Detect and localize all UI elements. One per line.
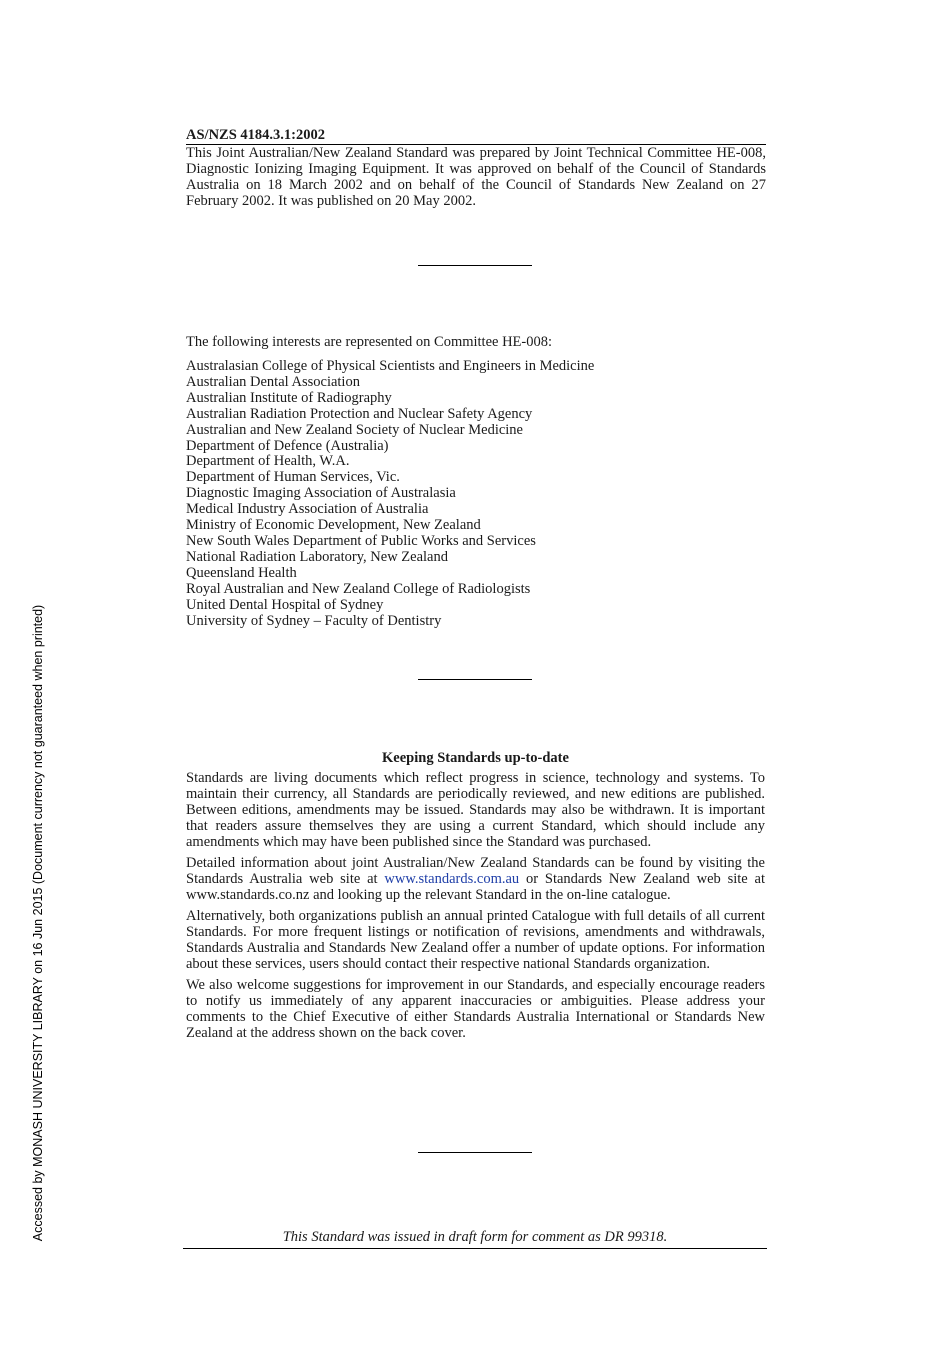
paragraph-catalogue: Alternatively, both organizations publish an annual printed Catalogue with full details of all current Standards. For more frequent listings or notification of revisions, amendments and withdrawals, Standards Australia and Standards New Zealand offer a number of update options. For information about these services, users should contact their respective national Standards organization. <box>186 908 765 972</box>
document-header <box>186 127 766 209</box>
paragraph-detailed-info <box>186 855 765 903</box>
section-heading: Keeping Standards up-to-date <box>382 750 569 766</box>
committee-member: Queensland Health <box>186 564 297 581</box>
committee-member: University of Sydney – Faculty of Dentistry <box>186 612 442 629</box>
paragraph-living-documents: Standards are living documents which reflect progress in science, technology and systems. To maintain their currency, all Standards are periodically reviewed, and new editions are published. Between editions, amendments may be issued. Standards may also be withdrawn. It is important that readers assure themselves they are using a current Standard, which should include any amendments which may have been published since the Standard was purchased. <box>186 770 765 850</box>
section-divider <box>418 679 532 680</box>
committee-member: Department of Defence (Australia) <box>186 437 389 454</box>
paragraph-text: or Standards New Zealand web site at www.standards.co.nz and looking up the relevant Standard in the on-line catalogue. <box>186 871 766 903</box>
committee-member: Australian Institute of Radiography <box>186 389 392 406</box>
keeping-standards-section <box>186 749 765 1046</box>
committee-member: New South Wales Department of Public Works and Services <box>186 532 536 549</box>
committee-member: Medical Industry Association of Australia <box>186 501 429 518</box>
committee-member: Australian Radiation Protection and Nuclear Safety Agency <box>186 405 533 422</box>
standards-australia-link[interactable]: www.standards.com.au <box>384 871 520 887</box>
committee-member: United Dental Hospital of Sydney <box>186 596 384 613</box>
section-divider <box>418 1152 532 1153</box>
committee-intro: The following interests are represented on Committee HE-008: <box>186 334 553 350</box>
preparation-statement: This Joint Australian/New Zealand Standard was prepared by Joint Technical Committee HE-008, Diagnostic Ionizing Imaging Equipment. It was approved on behalf of the Council of Standards Australia on 18 March 2002 and on behalf of the Council of Standards New Zealand on 27 February 2002. It was published on 20 May 2002. <box>186 145 766 209</box>
committee-member: Department of Human Services, Vic. <box>186 469 400 486</box>
paragraph-text: Detailed information about joint Australian/New Zealand Standards can be found by visiting the Standards Australia web site at <box>186 855 765 887</box>
standard-code: AS/NZS 4184.3.1:2002 <box>186 127 766 145</box>
committee-member: Royal Australian and New Zealand College of Radiologists <box>186 580 531 597</box>
committee-member: Department of Health, W.A. <box>186 453 350 470</box>
committee-member-list <box>186 359 766 629</box>
paragraph-suggestions: We also welcome suggestions for improvement in our Standards, and especially encourage readers to notify us immediately of any apparent inaccuracies or ambiguities. Please address your comments to the Chief Executive of either Standards Australia International or Standards New Zealand at the address shown on the back cover. <box>186 977 765 1041</box>
committee-section <box>186 333 766 629</box>
committee-member: Ministry of Economic Development, New Zealand <box>186 517 481 534</box>
committee-member: National Radiation Laboratory, New Zealand <box>186 548 448 565</box>
committee-member: Australian Dental Association <box>186 373 360 390</box>
committee-member: Australasian College of Physical Scientists and Engineers in Medicine <box>186 358 595 374</box>
draft-note: This Standard was issued in draft form for comment as DR 99318. <box>183 1228 767 1249</box>
access-watermark: Accessed by MONASH UNIVERSITY LIBRARY on 16 Jun 2015 (Document currency not guaranteed when printed) <box>31 604 45 1242</box>
committee-member: Australian and New Zealand Society of Nuclear Medicine <box>186 421 523 438</box>
committee-member: Diagnostic Imaging Association of Australasia <box>186 485 456 502</box>
section-divider <box>418 265 532 266</box>
